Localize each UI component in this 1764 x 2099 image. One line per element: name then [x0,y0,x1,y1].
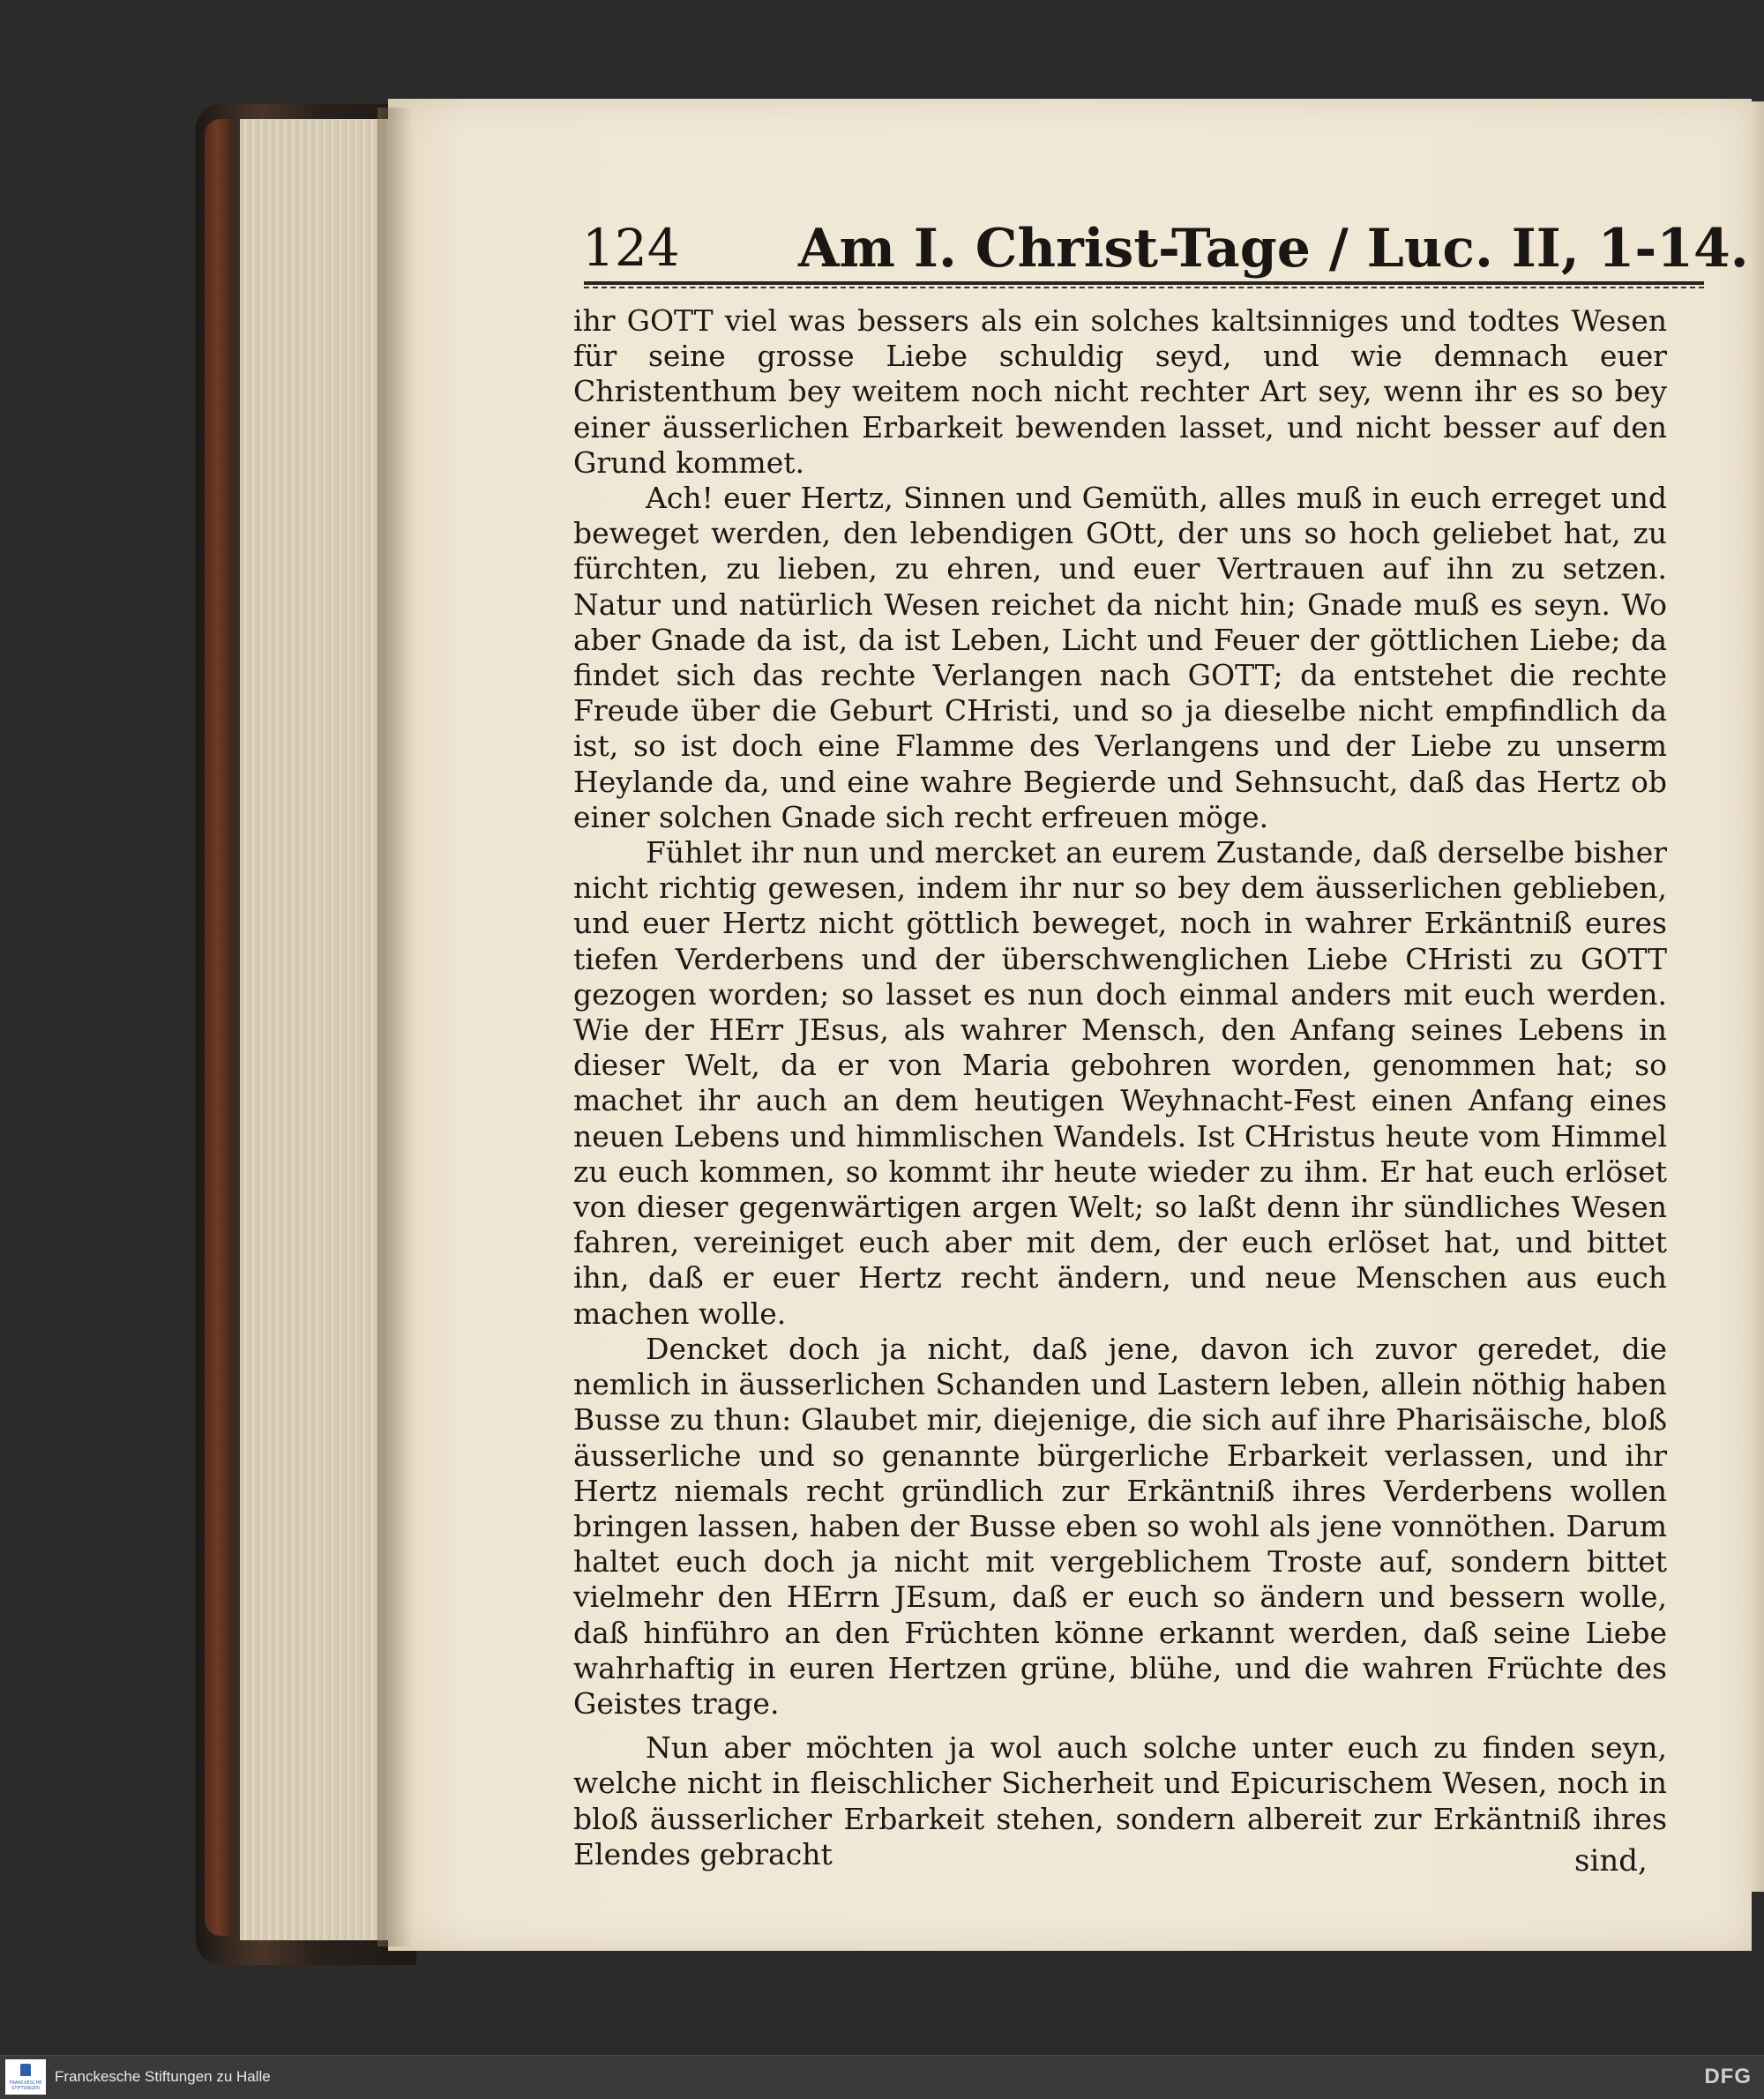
paragraph-2: Ach! euer Hertz, Sinnen und Gemüth, alles muß in euch erreget und beweget werden, den lebendigen GOtt, der uns so hoch geliebet hat, zu fürchten, zu lieben, zu ehren, und euer Vertrauen auf ihn zu setzen. Natur und natürlich Wesen reichet da nicht hin; Gnade muß es seyn. Wo aber Gnade da ist, da ist Leben, Licht und Feuer der göttlichen Liebe; da findet sich das rechte Verlangen nach GOTT; da entstehet die rechte Freude über die Geburt CHristi, und so ja dieselbe nicht empfindlich da ist, so ist doch eine Flamme des Verlangens und der Liebe zu unserm Heylande da, und eine wahre Begierde und Sehnsucht, daß das Hertz ob einer solchen Gnade sich recht erfreuen möge. [573,481,1667,834]
logo-icon [20,2064,31,2076]
head-rule-dashed [584,287,1704,288]
running-head-title: Am I. Christ-Tage / Luc. II, 1-14. [798,218,1749,280]
paragraph-3: Fühlet ihr nun und mercket an eurem Zustande, daß derselbe bisher nicht richtig gewesen, indem ihr nur so bey dem äusserlichen geblieben, und euer Hertz nicht göttlich beweget, noch in wahrer Erkäntniß eures tiefen Verderbens und der überschwenglichen Liebe CHristi zu GOTT gezogen worden; so lasset es nun doch einmal anders mit euch werden. Wie der HErr JEsus, als wahrer Mensch, den Anfang seines Lebens in dieser Welt, da er von Maria gebohren worden, genommen hat; so machet ihr auch an dem heutigen Weyhnacht-Fest einen Anfang eines neuen Lebens und himmlischen Wandels. Ist CHristus heute vom Himmel zu euch kommen, so kommt ihr heute wieder zu ihm. Er hat euch erlöset von dieser gegenwärtigen argen Welt; so laßt denn ihr sündliches Wesen fahren, vereiniget euch aber mit dem, der euch erlöset hat, und bittet ihn, daß er euer Hertz recht ändern, und neue Menschen aus euch machen wolle. [573,835,1667,1331]
institution-name: Franckesche Stiftungen zu Halle [55,2068,271,2085]
paragraph-5: Nun aber möchten ja wol auch solche unter euch zu finden seyn, welche nicht in fleischlicher Sicherheit und Epicurischem Wesen, noch in bloß äusserlicher Erbarkeit stehen, sondern albereit zur Erkäntniß ihres Elendes gebracht [573,1730,1667,1871]
body-text [573,303,1667,1872]
paragraph-1: ihr GOTT viel was bessers als ein solches kaltsinniges und todtes Wesen für seine grosse Liebe schuldig seyd, und wie demnach euer Christenthum bey weitem noch nicht rechter Art sey, wenn ihr es so bey einer äusserlichen Erbarkeit bewenden lasset, und nicht besser auf den Grund kommet. [573,303,1667,480]
head-rule [584,281,1704,285]
catchword: sind, [1574,1843,1648,1879]
running-head [582,218,1749,288]
institution-logo[interactable] [5,2059,46,2095]
book-page [388,99,1752,1951]
paragraph-4: Dencket doch ja nicht, daß jene, davon ich zuvor geredet, die nemlich in äusserlichen Schanden und Lastern leben, allein nöthig haben Busse zu thun: Glaubet mir, diejenige, die sich auf ihre Pharisäische, bloß äusserliche und so genannte bürgerliche Erbarkeit verlassen, und ihr Hertz niemals recht gründlich zur Erkäntniß ihres Verderbens wollen bringen lassen, haben der Busse eben so wohl als jene vonnöthen. Darum haltet euch doch ja nicht mit vergeblichem Troste auf, sondern bittet vielmehr den HErrn JEsum, daß er euch so ändern und bessern wolle, daß hinführo an den Früchten könne erkannt werden, daß seine Liebe wahrhaftig in euren Hertzen grüne, blühe, und die wahren Früchte des Geistes trage. [573,1331,1667,1721]
viewer-footer [0,2055,1764,2099]
page-stack-edge [240,119,390,1940]
page-number: 124 [582,218,680,278]
cover-edge [205,119,231,1936]
gutter-shadow [377,108,413,1946]
dfg-logo: DFG [1704,2065,1752,2088]
logo-text: FRANCKESCHE STIFTUNGEN [9,2080,42,2091]
